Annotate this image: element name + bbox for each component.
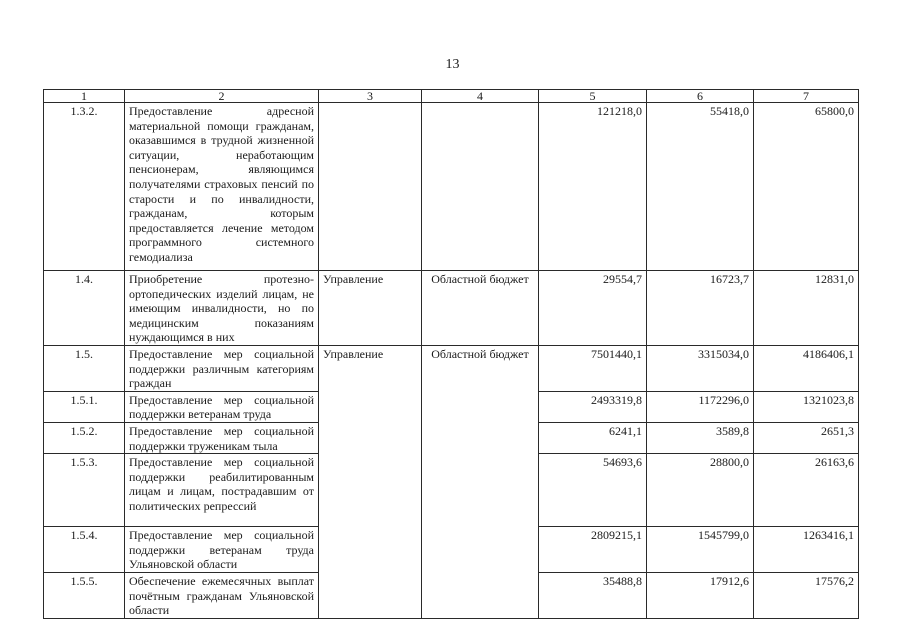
row-department [319, 391, 422, 422]
row-value-col6: 28800,0 [647, 454, 754, 527]
row-value-total: 2493319,8 [539, 391, 647, 422]
row-number: 1.5.4. [44, 527, 125, 573]
row-value-total: 54693,6 [539, 454, 647, 527]
row-source [422, 572, 539, 618]
row-source [422, 454, 539, 527]
table-header-row [44, 90, 859, 103]
row-number: 1.5.1. [44, 391, 125, 422]
table-row [44, 527, 859, 573]
row-number: 1.5.2. [44, 422, 125, 453]
row-value-col7: 65800,0 [754, 103, 859, 271]
row-source [422, 391, 539, 422]
header-col-7: 7 [754, 90, 859, 103]
row-name: Предоставление мер социальной поддержки труженикам тыла [125, 422, 319, 453]
row-number: 1.5.3. [44, 454, 125, 527]
row-value-total: 35488,8 [539, 572, 647, 618]
row-value-col7: 12831,0 [754, 271, 859, 346]
row-department: Управление [319, 345, 422, 391]
row-name: Обеспечение ежемесячных выплат почётным гражданам Ульяновской области [125, 572, 319, 618]
header-col-2: 2 [125, 90, 319, 103]
row-value-col6: 17912,6 [647, 572, 754, 618]
header-col-4: 4 [422, 90, 539, 103]
row-value-total: 7501440,1 [539, 345, 647, 391]
row-value-col6: 3589,8 [647, 422, 754, 453]
row-value-col6: 55418,0 [647, 103, 754, 271]
header-col-6: 6 [647, 90, 754, 103]
row-value-col6: 1172296,0 [647, 391, 754, 422]
row-name: Приобретение протезно-ортопедических изделий лицам, не имеющим инвалидности, но по медицинским показаниям нуждающимся в них [125, 271, 319, 346]
row-number: 1.5.5. [44, 572, 125, 618]
row-number: 1.5. [44, 345, 125, 391]
header-col-1: 1 [44, 90, 125, 103]
row-department [319, 454, 422, 527]
row-value-total: 121218,0 [539, 103, 647, 271]
table-row [44, 391, 859, 422]
row-value-col6: 1545799,0 [647, 527, 754, 573]
row-value-total: 29554,7 [539, 271, 647, 346]
header-col-3: 3 [319, 90, 422, 103]
header-col-5: 5 [539, 90, 647, 103]
row-number: 1.4. [44, 271, 125, 346]
row-value-col7: 2651,3 [754, 422, 859, 453]
row-department [319, 103, 422, 271]
table-row [44, 422, 859, 453]
row-value-col7: 4186406,1 [754, 345, 859, 391]
row-source: Областной бюджет [422, 271, 539, 346]
row-department: Управление [319, 271, 422, 346]
row-name: Предоставление мер социальной поддержки различным категориям граждан [125, 345, 319, 391]
row-name: Предоставление адресной материальной помощи гражданам, оказавшимся в трудной жизненной ситуации, неработающим пенсионерам, являющимся получателями страховых пенсий по старости и по инвалидности, гражданам, которым предоставляется лечение методом программного системного гемодиализа [125, 103, 319, 271]
row-value-col7: 1321023,8 [754, 391, 859, 422]
row-source [422, 527, 539, 573]
row-source [422, 422, 539, 453]
table-row [44, 103, 859, 271]
row-department [319, 422, 422, 453]
row-department [319, 572, 422, 618]
row-value-total: 2809215,1 [539, 527, 647, 573]
row-value-total: 6241,1 [539, 422, 647, 453]
row-value-col7: 26163,6 [754, 454, 859, 527]
table-row [44, 454, 859, 527]
row-source: Областной бюджет [422, 345, 539, 391]
row-value-col6: 3315034,0 [647, 345, 754, 391]
table-row [44, 345, 859, 391]
row-source [422, 103, 539, 271]
page-number: 13 [445, 57, 460, 72]
row-value-col6: 16723,7 [647, 271, 754, 346]
row-name: Предоставление мер социальной поддержки реабилитированным лицам и лицам, пострадавшим от политических репрессий [125, 454, 319, 527]
row-number: 1.3.2. [44, 103, 125, 271]
row-value-col7: 1263416,1 [754, 527, 859, 573]
row-name: Предоставление мер социальной поддержки ветеранам труда Ульяновской области [125, 527, 319, 573]
table-row [44, 271, 859, 346]
row-value-col7: 17576,2 [754, 572, 859, 618]
row-name: Предоставление мер социальной поддержки ветеранам труда [125, 391, 319, 422]
table-row [44, 572, 859, 618]
budget-table [43, 89, 859, 619]
row-department [319, 527, 422, 573]
